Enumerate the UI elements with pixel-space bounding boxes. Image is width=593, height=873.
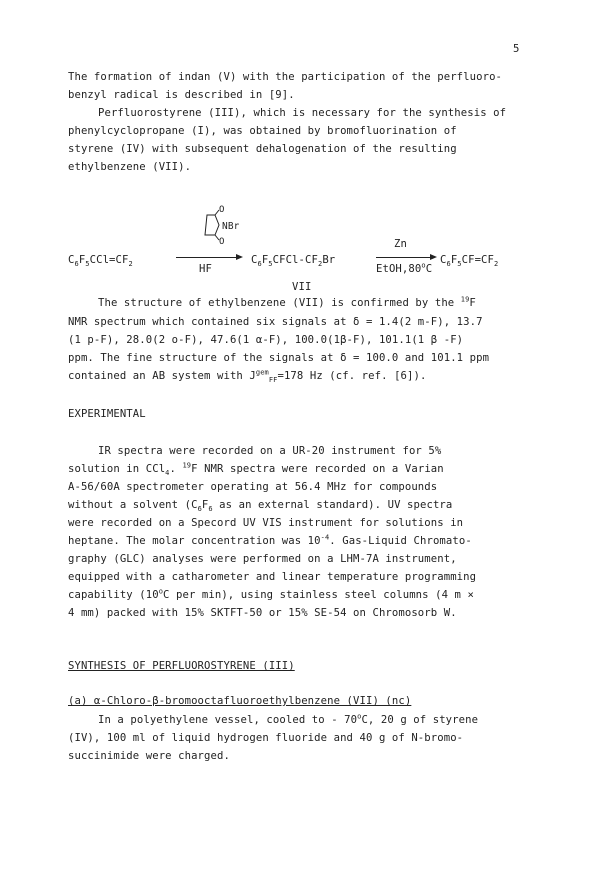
synthesis-heading: SYNTHESIS OF PERFLUOROSTYRENE (III) <box>68 660 295 672</box>
arrow-2-head <box>430 254 437 260</box>
nbs-oxygen-top: O <box>219 205 225 215</box>
experimental-line-5: were recorded on a Specord UV VIS instrument for solutions in <box>68 517 464 529</box>
arrow-1-head <box>236 254 243 260</box>
synthesis-line-2: (IV), 100 ml of liquid hydrogen fluoride and 40 g of N-bromo- <box>68 732 464 744</box>
label-vii: VII <box>292 281 312 293</box>
intro-line-2: benzyl radical is described in [9]. <box>68 89 295 101</box>
experimental-line-10: 4 mm) packed with 15% SKTFT-50 or 15% SE-54 on Chromosorb W. <box>68 607 457 619</box>
intro-line-4: phenylcyclopropane (I), was obtained by bromofluorination of <box>68 125 457 137</box>
experimental-heading: EXPERIMENTAL <box>68 408 146 420</box>
experimental-line-3: A-56/60A spectrometer operating at 56.4 MHz for compounds <box>68 481 438 493</box>
reagent-hf: HF <box>199 263 212 275</box>
reagent-etoh: EtOH,80$^o$C <box>376 261 433 275</box>
start-material: $C_6F_5CCl=CF_2$ <box>68 254 133 269</box>
nbs-oxygen-bottom: O <box>219 237 225 247</box>
synthesis-subheading: (a) α-Chloro-β-bromooctafluoroethylbenzene (VII) (nc) <box>68 695 412 707</box>
experimental-line-4: without a solvent ($C_6F_6$ as an external standard). UV spectra <box>68 499 453 514</box>
experimental-line-9: capability (10$^o$C per min), using stainless steel columns (4 m × <box>68 587 474 601</box>
nmr-line-2: NMR spectrum which contained six signals at δ = 1.4(2 m-F), 13.7 <box>68 316 483 328</box>
experimental-line-7: graphy (GLC) analyses were performed on a LHM-7A instrument, <box>68 553 457 565</box>
product-perfluorostyrene: $C_6F_5CF=CF_2$ <box>440 254 499 269</box>
nmr-line-1: The structure of ethylbenzene (VII) is confirmed by the $^{19}$F <box>98 295 476 309</box>
page-number: 5 <box>513 43 520 55</box>
intermediate-vii: $C_6F_5CFCl-CF_2Br$ <box>251 254 336 269</box>
nmr-line-5: contained an AB system with $J^{gem}_{FF}=178$ Hz (cf. ref. [6]). <box>68 368 427 385</box>
reagent-zn: Zn <box>394 238 407 250</box>
intro-line-5: styrene (IV) with subsequent dehalogenation of the resulting <box>68 143 457 155</box>
nmr-line-4: ppm. The fine structure of the signals at δ = 100.0 and 101.1 ppm <box>68 352 490 364</box>
arrow-1-shaft <box>176 257 238 258</box>
synthesis-line-1: In a polyethylene vessel, cooled to - 70$^o$C, 20 g of styrene <box>98 712 479 726</box>
synthesis-line-3: succinimide were charged. <box>68 750 230 762</box>
nbs-nbr-label: NBr <box>222 221 240 232</box>
intro-line-1: The formation of indan (V) with the participation of the perfluoro- <box>68 71 503 83</box>
experimental-line-6: heptane. The molar concentration was $10^{-4}$. Gas-Liquid Chromato- <box>68 533 472 547</box>
intro-line-6: ethylbenzene (VII). <box>68 161 192 173</box>
intro-line-3: Perfluorostyrene (III), which is necessary for the synthesis of <box>98 107 507 119</box>
experimental-line-8: equipped with a catharometer and linear temperature programming <box>68 571 477 583</box>
experimental-line-2: solution in CCl$_4$. $^{19}$F NMR spectra were recorded on a Varian <box>68 461 444 478</box>
experimental-line-1: IR spectra were recorded on a UR-20 instrument for 5% <box>98 445 442 457</box>
arrow-2-shaft <box>376 257 432 258</box>
nmr-line-3: (1 p-F), 28.0(2 o-F), 47.6(1 α-F), 100.0(1β-F), 101.1(1 β -F) <box>68 334 464 346</box>
